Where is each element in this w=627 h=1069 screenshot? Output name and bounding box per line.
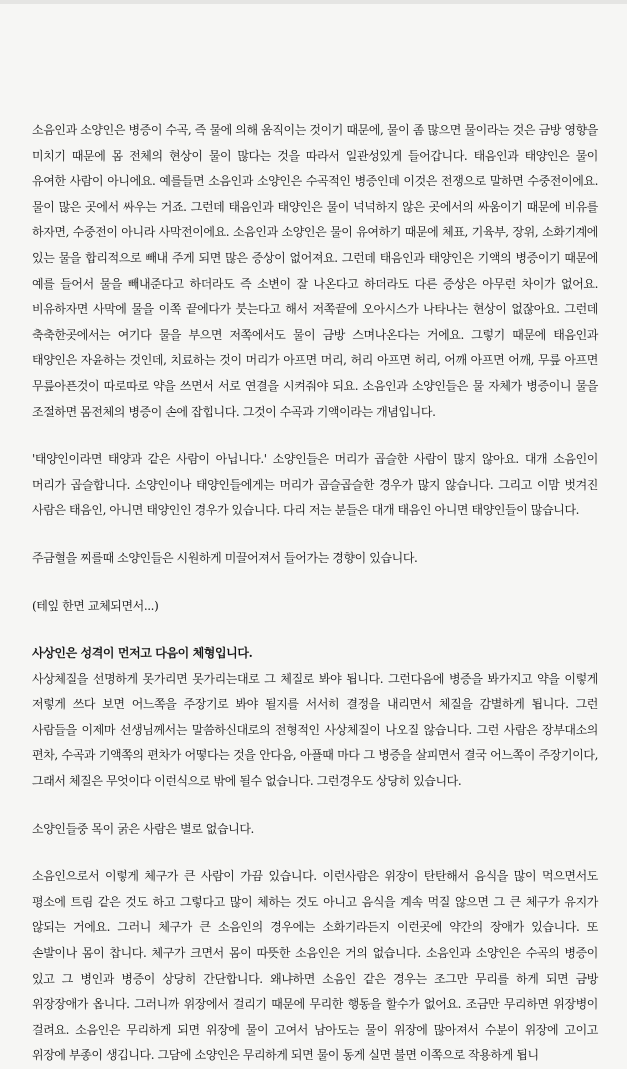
paragraph-neck: 소양인들중 목이 굵은 사람은 별로 없습니다. [32, 821, 254, 836]
scan-blemish [0, 0, 627, 4]
paragraph-tape-note: (테잎 한면 교체되면서...) [32, 598, 159, 613]
document-body [32, 118, 598, 1069]
paragraph-soeum-body: 소음인으로서 이렇게 체구가 큰 사람이 가끔 있습니다. 이런사람은 위장이 탄탄해서 음식을 많이 먹으면서도 평소에 트림 같은 것도 하고 그렇다고 많이 체하는 것도 아니고 음식을 계속 먹질 않으면 그 큰 체구가 유지가 않되는 거에요. 그러니 체구가 큰 소음인의 경우에는 소화기라든지 이런곳에 약간의 장애가 있습니다. 또 손발이나 몸이 찹니다. 체구가 크면서 몸이 따뜻한 소음인은 거의 없습니다. 소음인과 소양인은 수곡의 병증이 있고 그 병인과 병증이 상당히 간단합니다. 왜냐하면 소음인 같은 경우는 조그만 무리를 하게 되면 금방 위장장애가 옵니다. 그러니까 위장에서 걸리기 때문에 무리한 행동을 할수가 없어요. 조금만 무리하면 위장병이 걸려요. 소음인은 무리하게 되면 위장에 물이 고여서 남아도는 물이 위장에 많아져서 수분이 위장에 고이고 위장에 부종이 생깁니다. 그담에 소양인은 무리하게 되면 물이 동게 실면 불면 이쪽으로 작용하게 됩니 [32, 869, 598, 1063]
paragraph-taeyang-hair: '태양인이라면 태양과 같은 사람이 아닙니다.' 소양인들은 머리가 곱슬한 사람이 많지 않아요. 대개 소음인이 머리가 곱슬합니다. 소양인이나 태양인들에게는 머리가 곱슬곱슬한 경우가 많지 않습니다. 그리고 이맘 벗겨진 사람은 태음인, 아니면 태양인인 경우가 있습니다. 다리 저는 분들은 대개 태음인 아니면 태양인들이 많습니다. [32, 452, 598, 518]
paragraph-water-disease: 소음인과 소양인은 병증이 수곡, 즉 물에 의해 움직이는 것이기 때문에, 물이 좀 많으면 물이라는 것은 금방 영향을 미치기 때문에 몸 전체의 현상이 물이 많다는 것을 따라서 일관성있게 들어갑니다. 태음인과 태양인은 물이 유여한 사람이 아니에요. 예를들면 소음인과 소양인은 수곡적인 병증인데 이것은 전쟁으로 말하면 수중전이에요. 물이 많은 곳에서 싸우는 거죠. 그런데 태음인과 태양인은 물이 넉넉하지 않은 곳에서의 싸움이기 때문에 비유를 하자면, 수중전이 아니라 사막전이에요. 소음인과 소양인은 물이 유여하기 때문에 체표, 기육부, 장위, 소화기계에 있는 물을 합리적으로 빼내 주게 되면 많은 증상이 없어져요. 그런데 태음인과 태양인은 기액의 병증이기 때문에 예를 들어서 물을 빼내준다고 하더라도 즉 소변이 잘 나온다고 하더라도 다른 증상은 아무런 차이가 없어요. 비유하자면 사막에 물을 이쪽 끝에다가 붓는다고 해서 저쪽끝에 오아시스가 나타나는 현상이 없잖아요. 그런데 축축한곳에서는 여기다 물을 부으면 저쪽에서도 물이 금방 스며나온다는 거에요. 그렇기 때문에 태음인과 태양인은 자윤하는 것인데, 치료하는 것이 머리가 아프면 머리, 허리 아프면 허리, 어깨 아프면 어깨, 무릎 아프면 무릎아픈것이 따로따로 약을 쓰면서 서로 연결을 시켜줘야 되요. 소음인과 소양인들은 물 자체가 병증이니 물을 조절하면 몸전체의 병증이 손에 잡힙니다. 그것이 수곡과 기액이라는 개념입니다. [32, 123, 598, 419]
paragraph-heading-personality: 사상인은 성격이 먼저고 다음이 체형입니다. [32, 646, 253, 661]
paragraph-constitution-diagnosis: 사상체질을 선명하게 못가리면 못가리는대로 그 체질로 봐야 됩니다. 그런다음에 병증을 봐가지고 약을 이렇게 저렇게 쓰다 보면 어느쪽을 주장기로 봐야 될지를 서서히 결정을 내리면서 체질을 감별하게 됩니다. 그런 사람들을 이제마 선생님께서는 말씀하신대로의 전형적인 사상체질이 나오질 않습니다. 그런 사람은 장부대소의 편차, 수곡과 기액쪽의 편차가 어떻다는 것을 안다음, 아플때 마다 그 병증을 살피면서 결국 어느쪽이 주장기이다, 그래서 체질은 무엇이다 이런식으로 밖에 될수 없습니다. 그런경우도 상당히 있습니다. [32, 671, 598, 789]
paragraph-acupuncture: 주금혈을 찌를때 소양인들은 시원하게 미끌어져서 들어가는 경향이 있습니다. [32, 550, 418, 565]
